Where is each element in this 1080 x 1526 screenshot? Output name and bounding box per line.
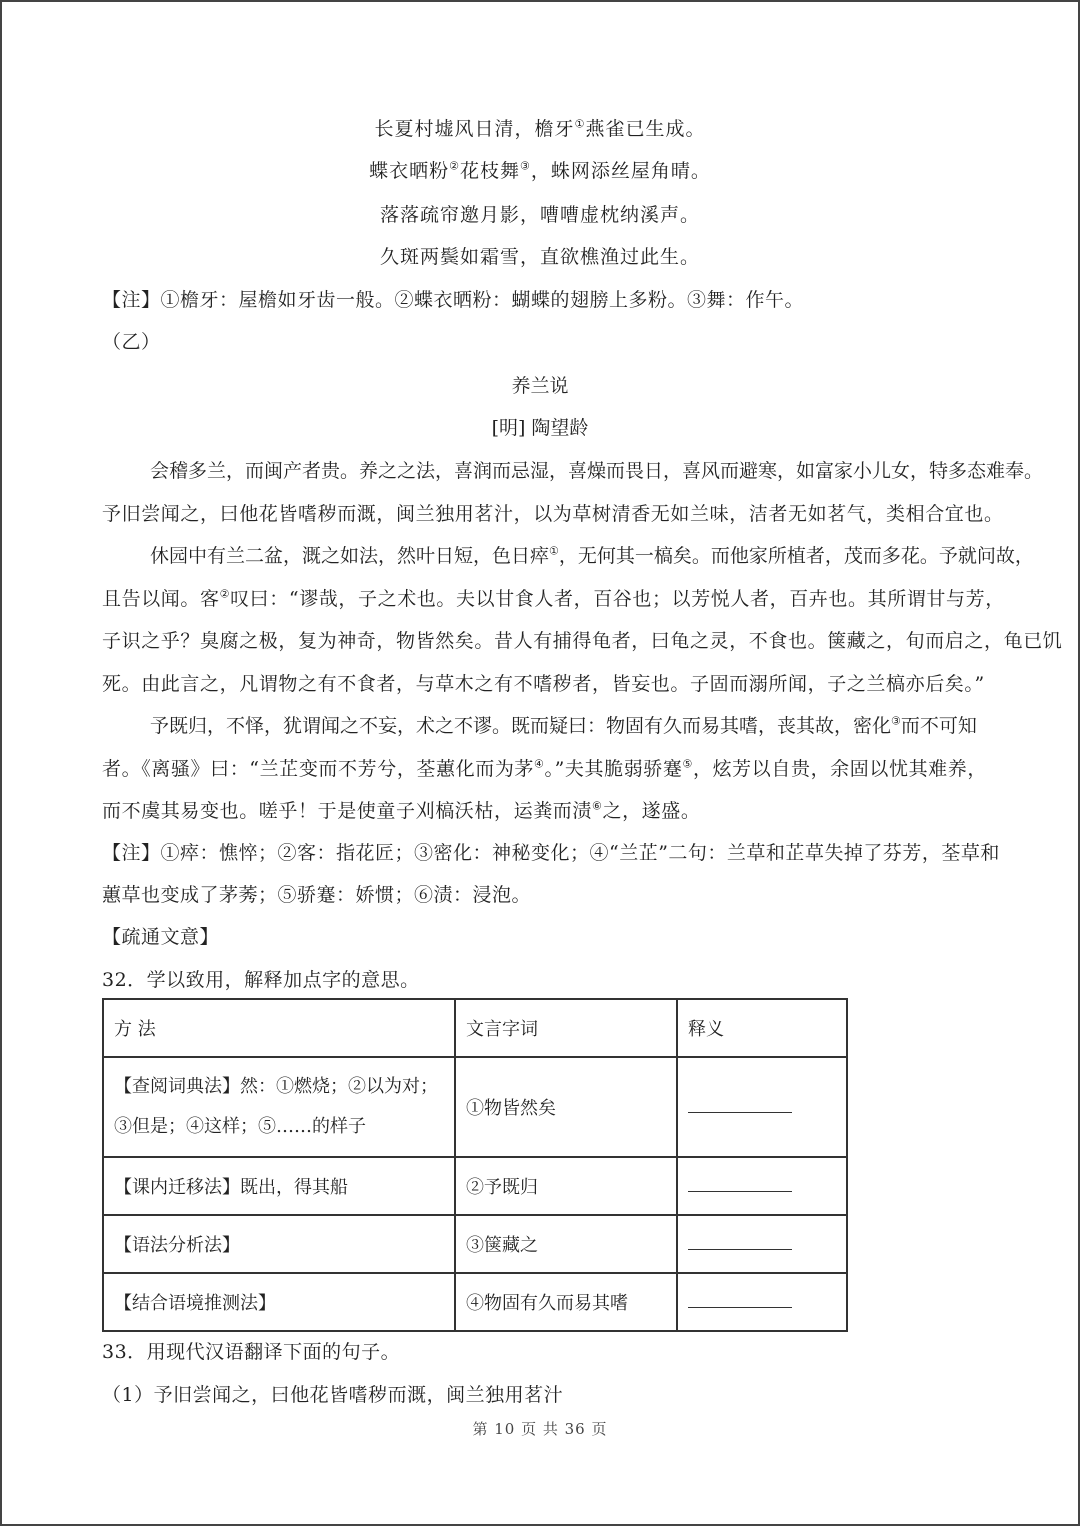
table-row — [103, 1273, 847, 1331]
poem-text: 花枝舞 — [459, 160, 520, 182]
poem-note: 【注】①檐牙：屋檐如牙齿一般。②蝶衣晒粉：蝴蝶的翅膀上多粉。③舞：作午。 — [102, 289, 805, 311]
method-cell: 【语法分析法】 — [103, 1215, 455, 1273]
answer-blank[interactable] — [688, 1177, 792, 1192]
poem-text: 长夏村墟风日清，檐牙 — [374, 118, 575, 140]
method-text: 【查阅词典法】然：①燃烧；②以为对； — [114, 1076, 438, 1097]
footnote-mark: ① — [574, 117, 586, 131]
word-cell: ②予既归 — [455, 1157, 677, 1215]
word-cell: ①物皆然矣 — [455, 1057, 677, 1157]
answer-table — [102, 998, 848, 1332]
essay-p2-line3: 子识之乎？臭腐之极，复为神奇，物皆然矣。昔人有捕得龟者，曰龟之灵，不食也。箧藏之，旬而启之，龟已饥 — [102, 630, 1063, 652]
essay-note-line1: 【注】①瘁：憔悴；②客：指花匠；③密化：神秘变化；④“兰芷”二句：兰草和芷草失掉了芬芳，荃草和 — [102, 842, 1000, 864]
essay-text: 而不可知 — [900, 715, 977, 737]
footnote-mark: ⑤ — [682, 757, 693, 771]
table-row — [103, 1157, 847, 1215]
essay-text: 者。《离骚》曰：“兰芷变而不芳兮，荃蕙化而为茅 — [102, 758, 535, 780]
essay-text: 而不虞其易变也。嗟乎！于是使童子刈槁沃枯，运粪而渍 — [102, 800, 593, 822]
table-header-word: 文言字词 — [455, 999, 677, 1057]
essay-text: ，炫芳以自贵，余固以忧其难养， — [692, 758, 987, 780]
poem-text: ，蛛网添丝屋角晴。 — [530, 160, 711, 182]
footnote-mark: ③ — [520, 159, 531, 173]
essay-author: [明] 陶望龄 — [491, 417, 589, 439]
footnote-mark: ③ — [891, 714, 901, 728]
essay-text: 。”夫其脆弱骄蹇 — [544, 758, 683, 780]
table-header-row — [103, 999, 847, 1057]
question-33: 33．用现代汉语翻译下面的句子。 — [102, 1341, 401, 1363]
answer-cell[interactable] — [677, 1273, 847, 1331]
answer-blank[interactable] — [688, 1235, 792, 1250]
answer-blank[interactable] — [688, 1098, 792, 1113]
footnote-mark: ⑥ — [592, 799, 603, 813]
essay-p3-line2 — [102, 754, 992, 781]
table-header-method: 方 法 — [103, 999, 455, 1057]
method-cell — [103, 1057, 455, 1157]
answer-blank[interactable] — [688, 1293, 792, 1308]
answer-cell[interactable] — [677, 1215, 847, 1273]
section-heading: 【疏通文意】 — [102, 926, 220, 948]
table-row — [103, 1057, 847, 1157]
footnote-mark: ④ — [534, 757, 545, 771]
method-text: ③但是；④这样；⑤……的样子 — [114, 1116, 366, 1137]
poem-line-1 — [2, 114, 1078, 141]
essay-text: 且告以闻。客 — [102, 588, 220, 610]
answer-cell[interactable] — [677, 1057, 847, 1157]
question-33-1: （1）予旧尝闻之，曰他花皆嗜秽而溉，闽兰独用茗汁 — [102, 1384, 564, 1406]
essay-p2-line4: 死。由此言之，凡谓物之有不食者，与草木之有不嗜秽者，皆妄也。子固而溺所闻，子之兰槁亦后矣。” — [102, 673, 985, 695]
table-row — [103, 1215, 847, 1273]
essay-text: 予既归，不怿，犹谓闻之不妄，术之不谬。既而疑曰：物固有久而易其嗜，丧其故，密化 — [150, 715, 892, 737]
poem-text: 燕雀已生成。 — [585, 118, 706, 140]
table-header-meaning: 释义 — [677, 999, 847, 1057]
poem-line-4: 久斑两鬓如霜雪，直欲樵渔过此生。 — [379, 246, 700, 268]
method-cell: 【课内迁移法】既出，得其船 — [103, 1157, 455, 1215]
word-cell: ④物固有久而易其嗜 — [455, 1273, 677, 1331]
poem-line-2 — [2, 156, 1078, 183]
essay-p1-line2: 予旧尝闻之，曰他花皆嗜秽而溉，闽兰独用茗汁，以为草树清香无如兰味，洁者无如茗气，类相合宜也。 — [102, 503, 1004, 525]
footnote-mark: ② — [449, 159, 460, 173]
essay-p3-line3 — [102, 796, 992, 823]
essay-text: ，无何其一槁矣。而他家所植者，茂而多花。予就问故， — [558, 545, 1034, 567]
page-footer: 第 10 页 共 36 页 — [472, 1420, 608, 1438]
essay-p2-line2 — [102, 584, 1005, 611]
essay-p3-line1 — [150, 711, 977, 738]
essay-note-line2: 蕙草也变成了茅莠；⑤骄蹇：娇惯；⑥渍：浸泡。 — [102, 884, 532, 906]
footnote-mark: ② — [219, 587, 231, 601]
section-label-yi: （乙） — [102, 331, 161, 353]
poem-line-3: 落落疏帘邀月影，嘈嘈虚枕纳溪声。 — [379, 204, 700, 226]
essay-title: 养兰说 — [511, 375, 569, 397]
method-cell: 【结合语境推测法】 — [103, 1273, 455, 1331]
essay-p1-line1: 会稽多兰，而闽产者贵。养之之法，喜润而忌湿，喜燥而畏日，喜风而避寒，如富家小儿女，特多态难奉。 — [150, 460, 1044, 482]
footnote-mark: ① — [549, 544, 559, 558]
answer-cell[interactable] — [677, 1157, 847, 1215]
essay-text: 休园中有兰二盆，溉之如法，然叶日短，色日瘁 — [150, 545, 550, 567]
essay-text: 叹曰：“谬哉，子之术也。夫以甘食人者，百谷也；以芳悦人者，百卉也。其所谓甘与芳， — [230, 588, 1005, 610]
word-cell: ③箧藏之 — [455, 1215, 677, 1273]
question-32: 32．学以致用，解释加点字的意思。 — [102, 969, 420, 991]
essay-p2-line1 — [150, 541, 1034, 568]
essay-text: 之，遂盛。 — [602, 800, 701, 822]
poem-text: 蝶衣晒粉 — [369, 160, 450, 182]
